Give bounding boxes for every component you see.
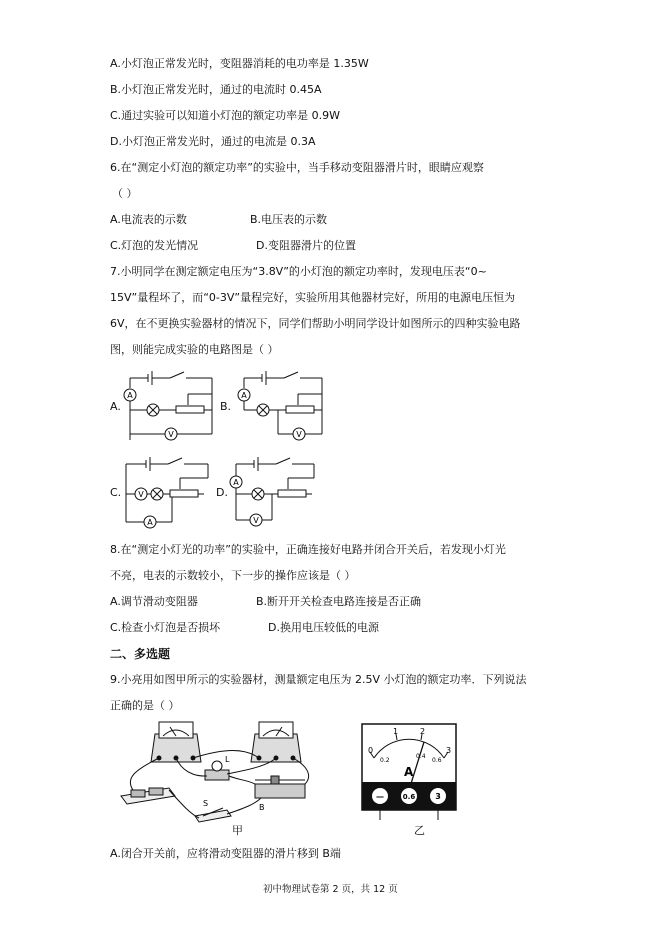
scale-major-2: 2 [420, 727, 426, 736]
svg-text:V: V [296, 430, 302, 439]
label-l: L [225, 755, 230, 764]
q6-answer-blank: （ ） [112, 187, 138, 200]
q9-option-a: A.闭合开关前，应将滑动变阻器的滑片移到 B端 [110, 847, 341, 860]
prev-option-b: B.小灯泡正常发光时，通过的电流时 0.45A [110, 83, 322, 96]
circuit-diagram-b [222, 368, 332, 448]
svg-text:A: A [241, 391, 247, 400]
circuit-diagram-a [108, 368, 218, 448]
ammeter-dial-figure [360, 722, 460, 822]
q6-option-b: B.电压表的示数 [250, 213, 328, 226]
label-b: B [259, 803, 265, 812]
q7-line-4: 图，则能完成实验的电路图是（ ） [110, 343, 279, 356]
q7-line-1: 7.小明同学在测定额定电压为“3.8V”的小灯泡的额定功率时，发现电压表“0~ [110, 265, 487, 278]
apparatus-figure [115, 718, 320, 838]
voltmeter-label: V [168, 430, 174, 439]
circuit-diagram-c [120, 456, 220, 528]
terminal-neg: — [376, 792, 384, 801]
q8-option-d: D.换用电压较低的电源 [268, 621, 379, 634]
q6-stem: 6.在“测定小灯泡的额定功率”的实验中，当手移动变阻器滑片时，眼睛应观察 [110, 161, 484, 174]
scale-minor-1: 0.4 [416, 753, 426, 760]
q7-line-3: 6V，在不更换实验器材的情况下，同学们帮助小明同学设计如图所示的四种实验电路 [110, 317, 521, 330]
q7-line-2: 15V”量程坏了，而“0-3V”量程完好，实验所用其他器材完好，所用的电源电压恒为 [110, 291, 516, 304]
ammeter-label: A [127, 391, 133, 400]
q9-line-2: 正确的是（ ） [110, 699, 180, 712]
section-title: 二、多选题 [110, 647, 171, 661]
prev-option-d: D.小灯泡正常发光时，通过的电流是 0.3A [110, 135, 316, 148]
svg-text:V: V [138, 490, 144, 499]
figure-yi-caption: 乙 [414, 824, 425, 837]
label-s: S [203, 799, 209, 808]
q8-option-b: B.断开开关检查电路连接是否正确 [256, 595, 422, 608]
q8-line-2: 不亮，电表的示数较小，下一步的操作应该是（ ） [110, 569, 356, 582]
q6-option-a: A.电流表的示数 [110, 213, 187, 226]
q8-option-a: A.调节滑动变阻器 [110, 595, 198, 608]
scale-minor-2: 0.6 [432, 757, 442, 764]
svg-text:V: V [253, 516, 259, 525]
prev-option-c: C.通过实验可以知道小灯泡的额定功率是 0.9W [110, 109, 341, 122]
circuit-label-a: A. [110, 400, 121, 413]
q8-option-c: C.检查小灯泡是否损坏 [110, 621, 221, 634]
battery-icon [121, 788, 175, 804]
circuit-label-d: D. [216, 486, 228, 499]
scale-major-3: 3 [446, 746, 452, 755]
meter-unit: A [404, 765, 414, 779]
terminal-06: 0.6 [402, 793, 416, 801]
scale-major-1: 1 [393, 727, 399, 736]
scale-minor-0: 0.2 [380, 757, 390, 764]
page-footer: 初中物理试卷第 2 页，共 12 页 [263, 884, 398, 895]
prev-option-a: A.小灯泡正常发光时，变阻器消耗的电功率是 1.35W [110, 57, 369, 70]
scale-major-0: 0 [368, 746, 374, 755]
circuit-label-c: C. [110, 486, 122, 499]
q6-option-d: D.变阻器滑片的位置 [256, 239, 356, 252]
figure-jia-caption: 甲 [232, 824, 243, 837]
circuit-diagram-d [228, 456, 328, 528]
terminal-3: 3 [435, 792, 441, 801]
q8-line-1: 8.在“测定小灯光的功率”的实验中，正确连接好电路并闭合开关后，若发现小灯光 [110, 543, 506, 556]
svg-text:A: A [233, 478, 239, 487]
q9-line-1: 9.小亮用如图甲所示的实验器材，测量额定电压为 2.5V 小灯泡的额定功率．下列说法 [110, 673, 527, 686]
svg-text:A: A [147, 518, 153, 527]
rheostat-icon [255, 784, 305, 798]
circuit-label-b: B. [220, 400, 232, 413]
q6-option-c: C.灯泡的发光情况 [110, 239, 199, 252]
